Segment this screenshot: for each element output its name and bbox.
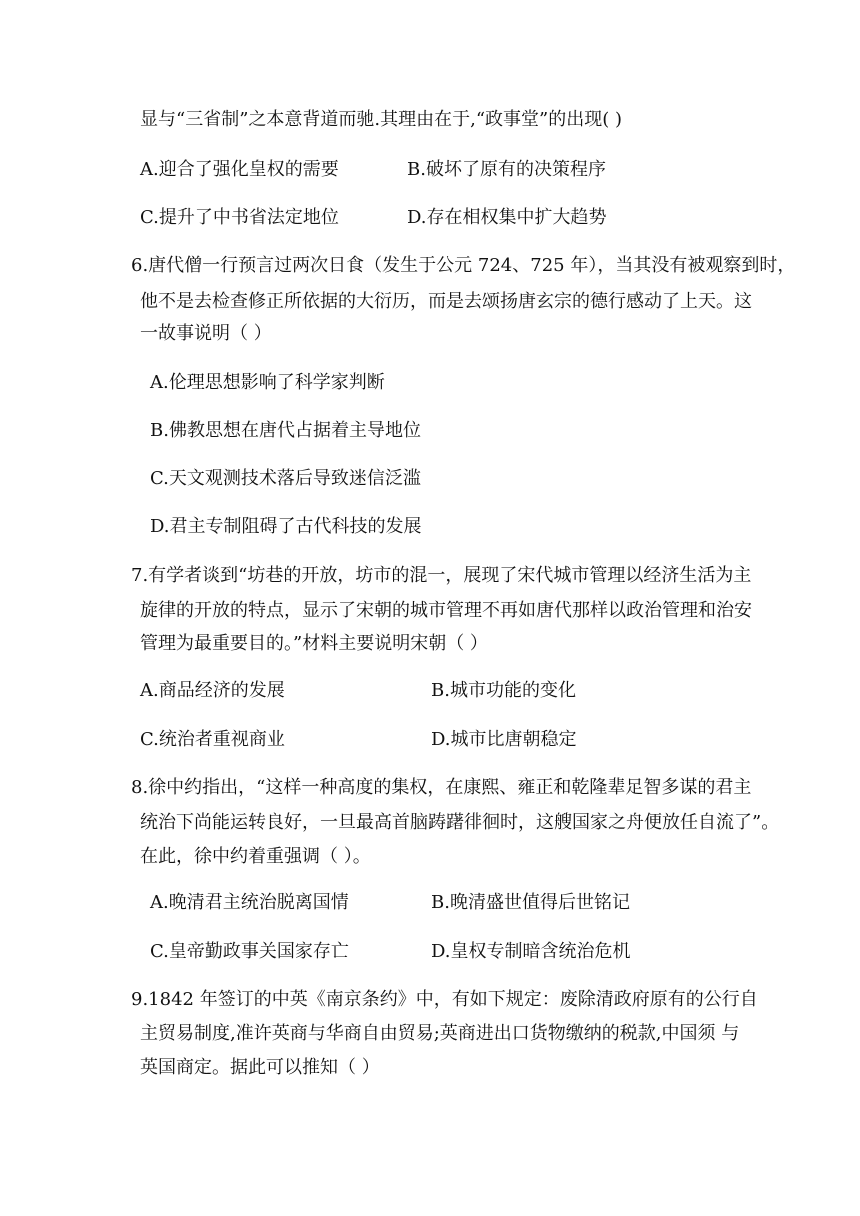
question-9-stem-line-3: 英国商定。据此可以推知（ ） <box>140 1057 380 1078</box>
question-5-option-d: D.存在相权集中扩大趋势 <box>407 207 607 228</box>
question-7-option-d: D.城市比唐朝稳定 <box>431 729 577 750</box>
question-6-option-d: D.君主专制阻碍了古代科技的发展 <box>150 516 422 537</box>
question-7-option-b: B.城市功能的变化 <box>431 680 576 701</box>
question-7-stem-line-1: 7.有学者谈到“坊巷的开放，坊市的混一，展现了宋代城市管理以经济生活为主 <box>131 565 752 586</box>
question-7-option-c: C.统治者重视商业 <box>140 729 285 750</box>
question-5-option-a: A.迎合了强化皇权的需要 <box>140 159 339 180</box>
question-8-option-c: C.皇帝勤政事关国家存亡 <box>150 941 349 962</box>
question-8-stem-line-1: 8.徐中约指出，“这样一种高度的集权，在康熙、雍正和乾隆辈足智多谋的君主 <box>131 777 752 798</box>
question-6-option-a: A.伦理思想影响了科学家判断 <box>150 372 385 393</box>
question-8-option-d: D.皇权专制暗含统治危机 <box>431 941 631 962</box>
question-7-stem-line-2: 旋律的开放的特点，显示了宋朝的城市管理不再如唐代那样以政治管理和治安 <box>140 600 752 621</box>
question-7-stem-line-3: 管理为最重要目的。”材料主要说明宋朝（ ） <box>140 633 488 654</box>
question-5-continuation: 显与“三省制”之本意背道而驰.其理由在于,“政事堂”的出现( ) <box>140 109 623 130</box>
question-8-stem-line-3: 在此，徐中约着重强调（ ）。 <box>140 846 371 867</box>
question-9-stem-line-1: 9.1842 年签订的中英《南京条约》中，有如下规定：废除清政府原有的公行自 <box>131 989 758 1010</box>
question-8-option-a: A.晚清君主统治脱离国情 <box>150 892 349 913</box>
question-6-stem-line-1: 6.唐代僧一行预言过两次日食（发生于公元 724、725 年），当其没有被观察到时， <box>131 255 796 276</box>
question-5-option-c: C.提升了中书省法定地位 <box>140 207 339 228</box>
question-6-option-c: C.天文观测技术落后导致迷信泛滥 <box>150 468 421 489</box>
question-5-option-b: B.破坏了原有的决策程序 <box>407 159 606 180</box>
question-6-stem-line-2: 他不是去检查修正所依据的大衍历，而是去颂扬唐玄宗的德行感动了上天。这 <box>140 291 752 312</box>
question-7-option-a: A.商品经济的发展 <box>140 680 285 701</box>
question-8-option-b: B.晚清盛世值得后世铭记 <box>431 892 630 913</box>
question-6-stem-line-3: 一故事说明（ ） <box>140 323 272 344</box>
question-8-stem-line-2: 统治下尚能运转良好，一旦最高首脑踌躇徘徊时，这艘国家之舟便放任自流了”。 <box>140 812 780 833</box>
question-9-stem-line-2: 主贸易制度,准许英商与华商自由贸易;英商进出口货物缴纳的税款,中国须 与 <box>140 1023 740 1044</box>
question-6-option-b: B.佛教思想在唐代占据着主导地位 <box>150 420 421 441</box>
